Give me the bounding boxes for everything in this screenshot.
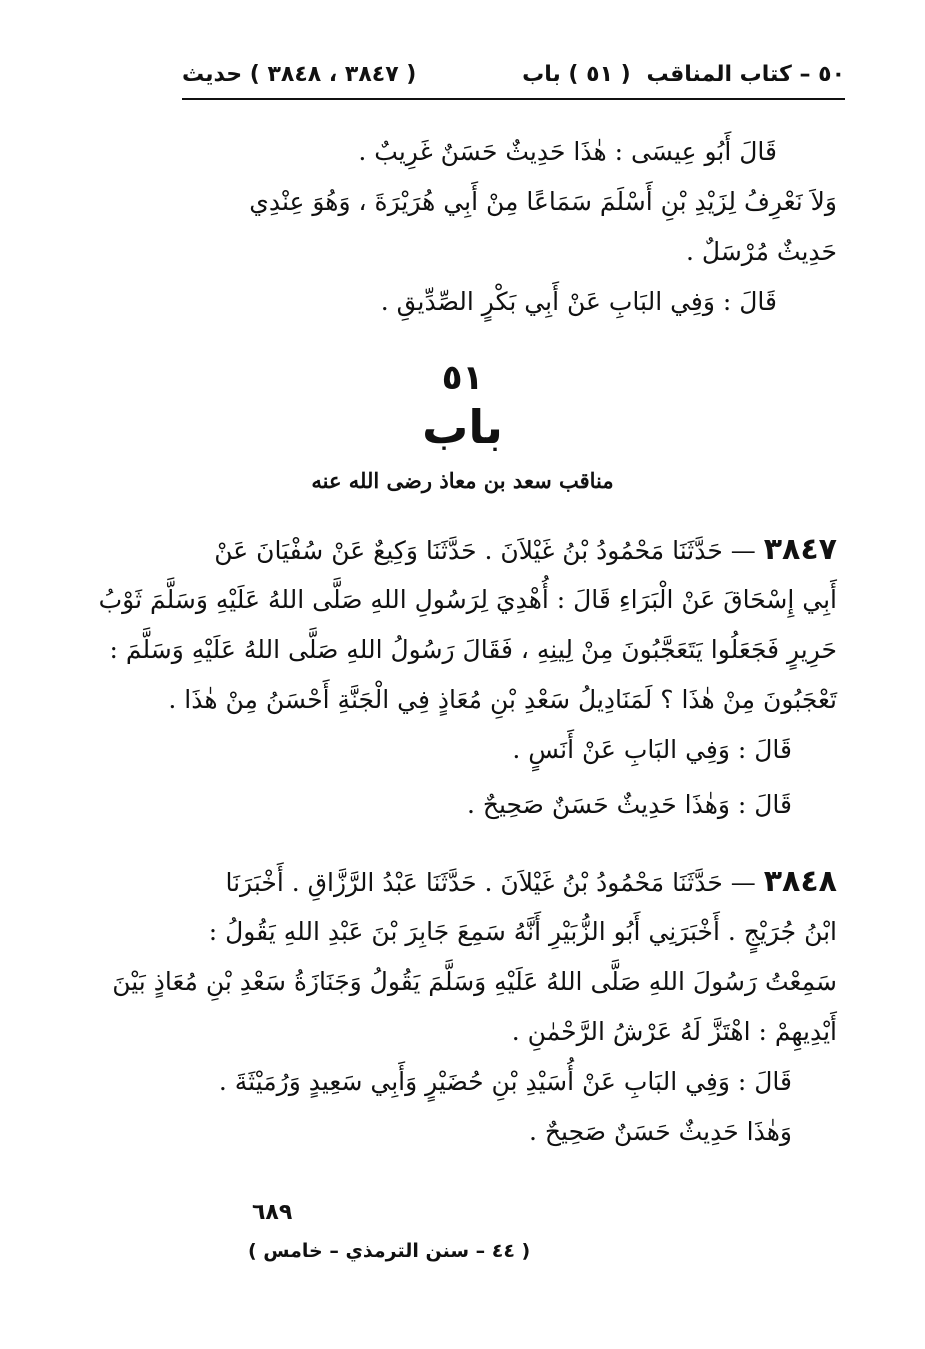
hadith-3848-line-1-text: — حَدَّثَنَا مَحْمُودُ بْنُ غَيْلاَنَ . حَدَّثَنَا عَبْدُ الرَّزَّاقِ . أَخْبَرَنَا	[225, 868, 756, 897]
hadith-3847-line-4: تَعْجَبُونَ مِنْ هٰذَا ؟ لَمَنَادِيلُ سَعْدِ بْنِ مُعَاذٍ فِي الْجَنَّةِ أَحْسَنُ مِنْ هٰذَا .	[168, 685, 837, 714]
intro-line-3: حَدِيثٌ مُرْسَلٌ .	[686, 237, 837, 266]
hadith-3848-grade: وَهٰذَا حَدِيثٌ حَسَنٌ صَحِيحٌ .	[529, 1117, 792, 1146]
hadith-3847-number: ٣٨٤٧	[763, 532, 837, 567]
hadith-3848-line-2: ابْنُ جُرَيْجٍ . أَخْبَرَنِي أَبُو الزُّبَيْرِ أَنَّهُ سَمِعَ جَابِرَ بْنَ عَبْدِ اللهِ يَقُولُ :	[208, 917, 837, 946]
running-header	[182, 50, 845, 98]
footer-page-number: ٦٨٩	[252, 1200, 293, 1225]
hadith-3848	[112, 857, 837, 1157]
intro-paragraph	[185, 127, 837, 327]
hadith-3847-line-1-text: — حَدَّثَنَا مَحْمُودُ بْنُ غَيْلاَنَ . حَدَّثَنَا وَكِيعٌ عَنْ سُفْيَانَ عَنْ	[214, 536, 756, 565]
hadith-3847-line-3: حَرِيرٍ فَجَعَلُوا يَتَعَجَّبُونَ مِنْ لِينِهِ ، فَقَالَ رَسُولُ اللهِ صَلَّى اللهُ عَلَيْهِ وَسَلَّمَ :	[109, 635, 837, 664]
hadith-3847-grade: قَالَ : وَهٰذَا حَدِيثٌ حَسَنٌ صَحِيحٌ .	[466, 790, 792, 819]
section-title: باب	[422, 400, 503, 454]
section-number: ٥١	[441, 358, 484, 398]
hadith-3847-line-1	[185, 525, 837, 575]
header-hadith-range: ( ٣٨٤٧ ، ٣٨٤٨ ) حديث	[182, 61, 417, 87]
hadith-3848-number: ٣٨٤٨	[763, 864, 837, 899]
hadith-3848-bab-note: قَالَ : وَفِي البَابِ عَنْ أُسَيْدِ بْنِ حُضَيْرٍ وَأَبِي سَعِيدٍ وَرُمَيْثَةَ .	[218, 1067, 792, 1096]
header-page-number: ٥٠ – كتاب المناقب	[646, 61, 845, 87]
intro-line-1: قَالَ أَبُو عِيسَى : هٰذَا حَدِيثٌ حَسَنٌ غَرِيبٌ .	[358, 137, 777, 166]
footer-volume-note: ( ٤٤ – سنن الترمذي – خامس )	[248, 1240, 531, 1262]
hadith-3848-line-4: أَيْدِيهِمْ : اهْتَزَّ لَهُ عَرْشُ الرَّحْمٰنِ .	[511, 1017, 837, 1046]
hadith-3847-bab-note: قَالَ : وَفِي البَابِ عَنْ أَنَسٍ .	[512, 735, 792, 764]
header-bab: ( ٥١ ) باب	[522, 61, 631, 87]
section-subtitle: مناقب سعد بن معاذ رضى الله عنه	[311, 468, 614, 493]
hadith-3848-line-3: سَمِعْتُ رَسُولَ اللهِ صَلَّى اللهُ عَلَيْهِ وَسَلَّمَ يَقُولُ وَجَنَازَةُ سَعْدِ بْنِ مُعَاذٍ بَيْنَ	[112, 967, 837, 996]
intro-line-4: قَالَ : وَفِي البَابِ عَنْ أَبِي بَكْرٍ الصِّدِّيقِ .	[380, 287, 777, 316]
hadith-3848-line-1	[185, 857, 837, 907]
header-rule	[182, 98, 845, 100]
intro-line-2: وَلاَ نَعْرِفُ لِزَيْدِ بْنِ أَسْلَمَ سَمَاعًا مِنْ أَبِي هُرَيْرَةَ ، وَهُوَ عِنْدِي	[249, 187, 837, 216]
hadith-3847-line-2: أَبِي إِسْحَاقَ عَنْ الْبَرَاءِ قَالَ : أُهْدِيَ لِرَسُولِ اللهِ صَلَّى اللهُ عَلَيْهِ وَسَلَّمَ ثَوْبُ	[98, 585, 837, 614]
hadith-3847	[98, 525, 837, 835]
